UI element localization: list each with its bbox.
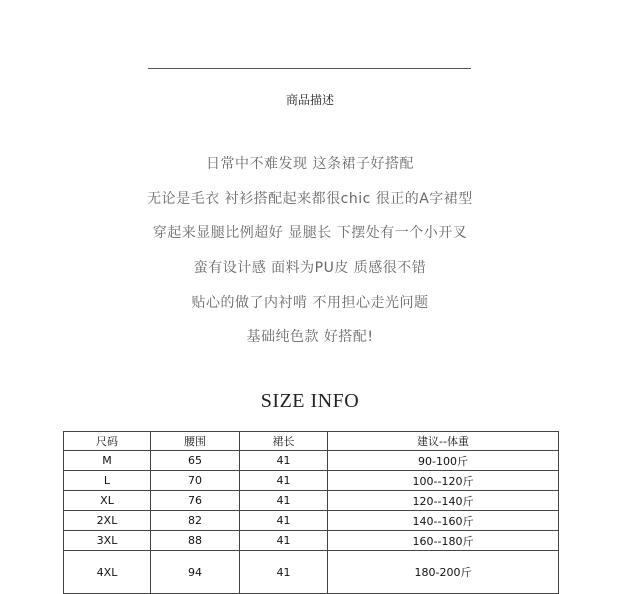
table-row (64, 551, 559, 594)
table-row (64, 491, 559, 511)
cell-waist: 70 (151, 471, 240, 491)
header-weight: 建议--体重 (328, 432, 559, 451)
cell-waist: 88 (151, 531, 240, 551)
cell-weight: 180-200斤 (328, 551, 559, 594)
table-row (64, 471, 559, 491)
cell-size: 4XL (64, 551, 151, 594)
cell-size: M (64, 451, 151, 471)
cell-length: 41 (240, 511, 328, 531)
cell-weight: 120--140斤 (328, 491, 559, 511)
size-table (63, 431, 559, 594)
header-length: 裙长 (240, 432, 328, 451)
description-line: 贴心的做了内衬啃 不用担心走光问题 (191, 295, 429, 311)
description-line: 蛮有设计感 面料为PU皮 质感很不错 (193, 260, 427, 276)
header-waist: 腰围 (151, 432, 240, 451)
cell-weight: 90-100斤 (328, 451, 559, 471)
size-info-title: SIZE INFO (260, 390, 360, 412)
cell-length: 41 (240, 491, 328, 511)
cell-waist: 94 (151, 551, 240, 594)
cell-waist: 82 (151, 511, 240, 531)
cell-length: 41 (240, 451, 328, 471)
header-size: 尺码 (64, 432, 151, 451)
cell-size: XL (64, 491, 151, 511)
description-line: 基础纯色款 好搭配! (246, 329, 374, 345)
table-row (64, 451, 559, 471)
cell-weight: 140--160斤 (328, 511, 559, 531)
cell-weight: 100--120斤 (328, 471, 559, 491)
description-line: 穿起来显腿比例超好 显腿长 下摆处有一个小开叉 (152, 225, 468, 241)
cell-weight: 160--180斤 (328, 531, 559, 551)
cell-size: L (64, 471, 151, 491)
table-header-row (64, 432, 559, 451)
cell-length: 41 (240, 551, 328, 594)
section-title: 商品描述 (285, 93, 334, 107)
cell-size: 3XL (64, 531, 151, 551)
cell-waist: 76 (151, 491, 240, 511)
cell-length: 41 (240, 471, 328, 491)
description-line: 无论是毛衣 衬衫搭配起来都很chic 很正的A字裙型 (147, 191, 473, 207)
cell-waist: 65 (151, 451, 240, 471)
description-line: 日常中不难发现 这条裙子好搭配 (206, 156, 414, 172)
table-row (64, 511, 559, 531)
cell-length: 41 (240, 531, 328, 551)
top-divider (148, 68, 471, 69)
table-row (64, 531, 559, 551)
cell-size: 2XL (64, 511, 151, 531)
